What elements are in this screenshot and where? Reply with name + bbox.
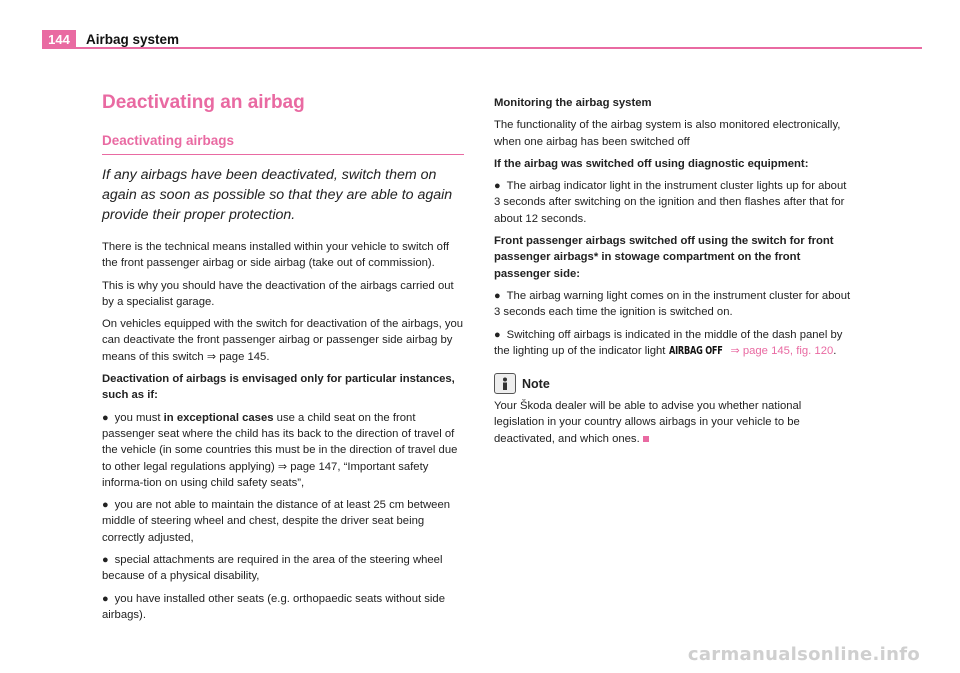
bullet-1-ref[interactable]: page 147, “Important safety informa-tion on using child safety seats”, — [102, 460, 429, 489]
right-column — [494, 95, 854, 453]
sub-title-rule — [102, 154, 464, 155]
paragraph-3-ref[interactable]: page 145. — [219, 350, 270, 363]
switch-bullet-2-text: Switching off airbags is indicated in the middle of the dash panel by the lighting up of the indicator light — [494, 328, 843, 357]
note-text-body: Your Škoda dealer will be able to advise you whether national legislation in your country allows airbags in your vehicle to be deactivated, and which ones. — [494, 400, 802, 445]
intro-text: If any airbags have been deactivated, switch them on again as soon as possible so that they are able to again provide their proper protection. — [102, 167, 453, 223]
airbag-off-indicator-icon: AIRBAG OFF — [668, 344, 723, 357]
bullet-icon: ● — [494, 328, 501, 341]
end-of-section-icon — [643, 436, 649, 442]
list-item — [102, 591, 464, 624]
paragraph-2: This is why you should have the deactivation of the airbags carried out by a specialist garage. — [102, 279, 454, 308]
bullet-icon: ● — [494, 289, 501, 302]
bullet-1-post: use a child seat on the front passenger seat where the child has its back to the direction of travel of the vehicle (in some countries this must be in the direction of travel due to other legal regulations applying) — [102, 411, 458, 473]
arrow-icon: ⇒ — [277, 460, 288, 473]
switch-bullet-1-text: The airbag warning light comes on in the instrument cluster for about 3 seconds each time the ignition is switched on. — [494, 289, 851, 319]
note-text — [494, 398, 854, 447]
note-header — [494, 373, 854, 394]
paragraph-1: There is the technical means installed within your vehicle to switch off the front passenger airbag or side airbag (take out of commission). — [102, 241, 450, 270]
note-info-icon — [494, 373, 516, 394]
switch-title: Front passenger airbags switched off using the switch for front passenger airbags* in stowage compartment on the front passenger side: — [494, 235, 834, 280]
section-title: Deactivating an airbag — [102, 92, 305, 113]
list-item: ● Switching off airbags is indicated in the middle of the dash panel by the lighting up of the indicator light AIRBAG OFF ⇒ page 145, fig. 120. — [494, 327, 854, 360]
list-item — [494, 178, 854, 227]
arrow-icon: ⇒ — [206, 350, 217, 363]
page-number: 144 — [42, 30, 76, 49]
note-label: Note — [522, 376, 550, 391]
bullet-icon: ● — [102, 554, 109, 567]
arrow-icon: ⇒ — [730, 344, 743, 357]
monitoring-text: The functionality of the airbag system is also monitored electronically, when one airbag has been switched off — [494, 119, 841, 148]
monitoring-title: Monitoring the airbag system — [494, 97, 652, 109]
deactivation-intro: Deactivation of airbags is envisaged only for particular instances, such as if: — [102, 373, 455, 402]
list-item — [102, 410, 464, 491]
bullet-icon: ● — [494, 180, 501, 193]
list-item — [102, 497, 464, 546]
paragraph-3 — [102, 316, 464, 365]
watermark: carmanualsonline.info — [687, 644, 920, 665]
bullet-1-bold: in exceptional cases — [163, 411, 274, 424]
bullet-icon: ● — [102, 592, 109, 605]
list-item — [494, 288, 854, 321]
bullet-3-text: special attachments are required in the area of the steering wheel because of a physical disability, — [102, 554, 443, 583]
bullet-1-pre: you must — [114, 411, 164, 424]
switch-bullet-2-ref[interactable] — [731, 345, 834, 357]
switch-bullet-2-ref-text: page 145, fig. 120 — [742, 344, 834, 357]
bullet-icon: ● — [102, 499, 109, 512]
paragraph-3-text: On vehicles equipped with the switch for deactivation of the airbags, you can deactivate the front passenger airbag or passenger side airbag by means of this switch — [102, 318, 464, 363]
info-glyph-icon — [499, 377, 511, 391]
header-rule — [42, 47, 922, 49]
sub-title: Deactivating airbags — [102, 133, 235, 148]
diagnostic-bullet-text: The airbag indicator light in the instrument cluster lights up for about 3 seconds after switching on the ignition and then flashes after that for about 12 seconds. — [494, 180, 847, 225]
bullet-2-text: you are not able to maintain the distance of at least 25 cm between middle of steering wheel and chest, despite the driver seat being correctly adjusted, — [102, 499, 451, 544]
left-column — [102, 90, 464, 629]
list-item — [102, 552, 464, 585]
header-title: Airbag system — [86, 32, 180, 47]
bullet-4-text: you have installed other seats (e.g. orthopaedic seats without side airbags). — [102, 592, 445, 621]
diagnostic-title: If the airbag was switched off using diagnostic equipment: — [494, 157, 809, 170]
bullet-icon: ● — [102, 411, 109, 424]
